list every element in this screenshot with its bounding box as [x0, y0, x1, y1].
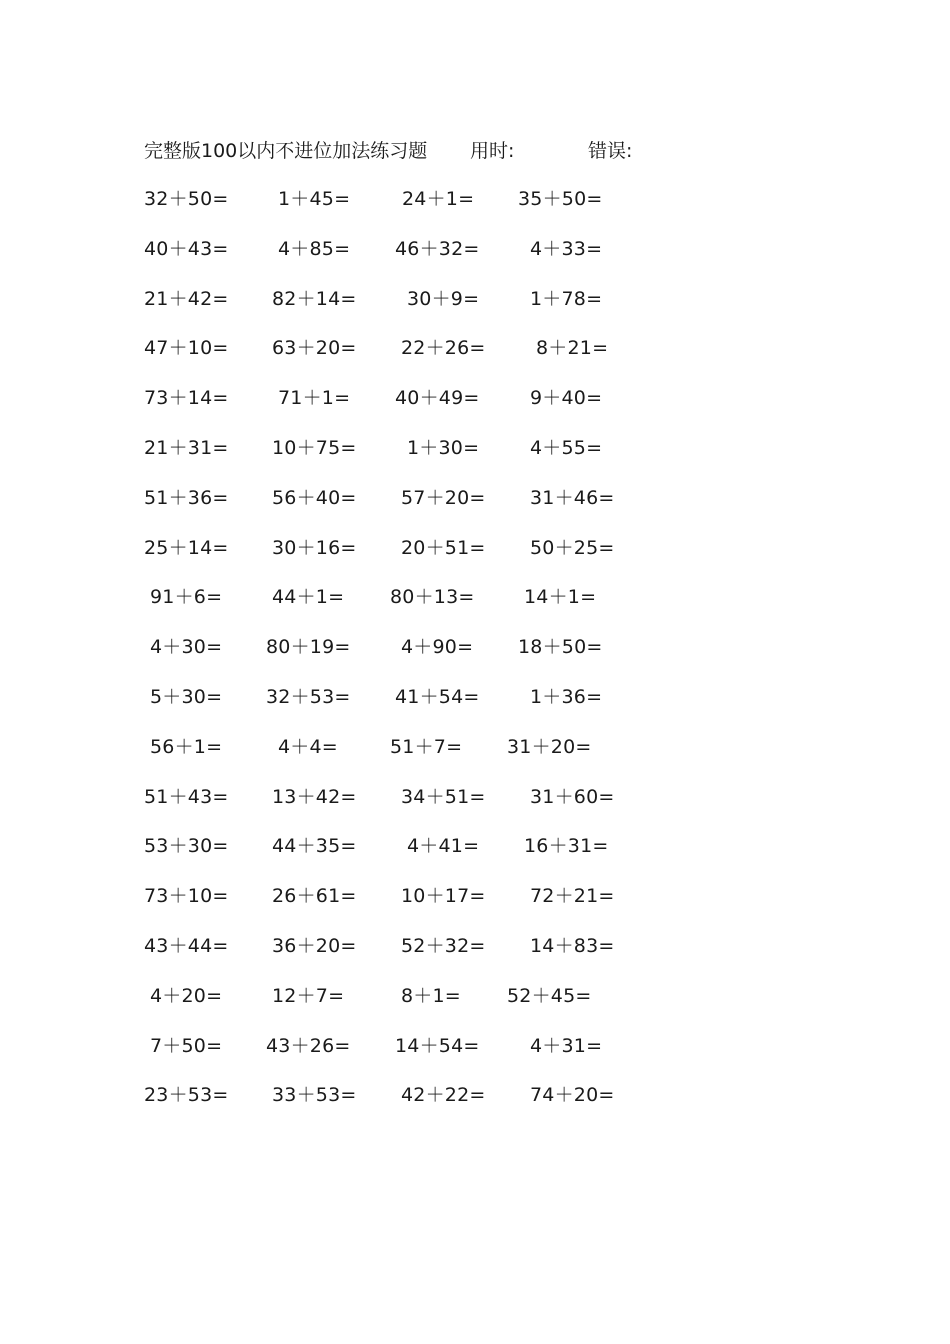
problem-r13-c2: 13＋42=: [272, 786, 357, 808]
problem-r4-c3: 22＋26=: [401, 337, 486, 359]
problem-r9-c4: 14＋1=: [524, 586, 597, 608]
problem-r6-c2: 10＋75=: [272, 437, 357, 459]
problem-r3-c4: 1＋78=: [530, 288, 603, 310]
problem-r11-c1: 5＋30=: [150, 686, 223, 708]
problem-r6-c3: 1＋30=: [407, 437, 480, 459]
problem-r15-c3: 10＋17=: [401, 885, 486, 907]
problem-r5-c3: 40＋49=: [395, 387, 480, 409]
time-label: 用时:: [470, 140, 515, 162]
problem-r10-c1: 4＋30=: [150, 636, 223, 658]
problem-r17-c3: 8＋1=: [401, 985, 461, 1007]
worksheet-title: 完整版100以内不进位加法练习题: [144, 140, 428, 162]
problem-r10-c2: 80＋19=: [266, 636, 351, 658]
problem-r18-c2: 43＋26=: [266, 1035, 351, 1057]
problem-r16-c2: 36＋20=: [272, 935, 357, 957]
problem-r19-c3: 42＋22=: [401, 1084, 486, 1106]
problem-r8-c1: 25＋14=: [144, 537, 229, 559]
problem-r19-c2: 33＋53=: [272, 1084, 357, 1106]
problem-r9-c3: 80＋13=: [390, 586, 475, 608]
problem-r17-c4: 52＋45=: [507, 985, 592, 1007]
problem-r5-c4: 9＋40=: [530, 387, 603, 409]
problem-r5-c2: 71＋1=: [278, 387, 351, 409]
problem-r11-c2: 32＋53=: [266, 686, 351, 708]
problem-r7-c4: 31＋46=: [530, 487, 615, 509]
problem-r18-c3: 14＋54=: [395, 1035, 480, 1057]
problem-r16-c1: 43＋44=: [144, 935, 229, 957]
problem-r4-c4: 8＋21=: [536, 337, 609, 359]
problem-r18-c1: 7＋50=: [150, 1035, 223, 1057]
problem-r7-c2: 56＋40=: [272, 487, 357, 509]
problem-r1-c1: 32＋50=: [144, 188, 229, 210]
problem-r3-c3: 30＋9=: [407, 288, 480, 310]
problem-r7-c1: 51＋36=: [144, 487, 229, 509]
problem-r8-c4: 50＋25=: [530, 537, 615, 559]
problem-r14-c4: 16＋31=: [524, 835, 609, 857]
problem-r13-c1: 51＋43=: [144, 786, 229, 808]
problem-r14-c2: 44＋35=: [272, 835, 357, 857]
problem-r15-c1: 73＋10=: [144, 885, 229, 907]
problem-r2-c4: 4＋33=: [530, 238, 603, 260]
problem-r7-c3: 57＋20=: [401, 487, 486, 509]
problem-r17-c2: 12＋7=: [272, 985, 345, 1007]
problem-r1-c3: 24＋1=: [402, 188, 475, 210]
problem-r15-c4: 72＋21=: [530, 885, 615, 907]
problem-r16-c3: 52＋32=: [401, 935, 486, 957]
problem-r6-c1: 21＋31=: [144, 437, 229, 459]
problem-r14-c3: 4＋41=: [407, 835, 480, 857]
problem-r15-c2: 26＋61=: [272, 885, 357, 907]
problem-r12-c4: 31＋20=: [507, 736, 592, 758]
problem-r11-c3: 41＋54=: [395, 686, 480, 708]
problem-r2-c3: 46＋32=: [395, 238, 480, 260]
problem-r4-c1: 47＋10=: [144, 337, 229, 359]
problem-r1-c4: 35＋50=: [518, 188, 603, 210]
problem-r12-c3: 51＋7=: [390, 736, 463, 758]
problem-r14-c1: 53＋30=: [144, 835, 229, 857]
problem-r3-c2: 82＋14=: [272, 288, 357, 310]
problem-r19-c4: 74＋20=: [530, 1084, 615, 1106]
problem-r5-c1: 73＋14=: [144, 387, 229, 409]
problem-r10-c3: 4＋90=: [401, 636, 474, 658]
errors-label: 错误:: [588, 140, 633, 162]
problem-r9-c1: 91＋6=: [150, 586, 223, 608]
problem-r4-c2: 63＋20=: [272, 337, 357, 359]
problem-r10-c4: 18＋50=: [518, 636, 603, 658]
problem-r6-c4: 4＋55=: [530, 437, 603, 459]
problem-r9-c2: 44＋1=: [272, 586, 345, 608]
problem-r13-c3: 34＋51=: [401, 786, 486, 808]
problem-r2-c1: 40＋43=: [144, 238, 229, 260]
problem-r13-c4: 31＋60=: [530, 786, 615, 808]
problem-r2-c2: 4＋85=: [278, 238, 351, 260]
problem-r8-c3: 20＋51=: [401, 537, 486, 559]
problem-r16-c4: 14＋83=: [530, 935, 615, 957]
problem-r12-c2: 4＋4=: [278, 736, 338, 758]
problem-r8-c2: 30＋16=: [272, 537, 357, 559]
problem-r12-c1: 56＋1=: [150, 736, 223, 758]
problem-r11-c4: 1＋36=: [530, 686, 603, 708]
problem-r1-c2: 1＋45=: [278, 188, 351, 210]
problem-r19-c1: 23＋53=: [144, 1084, 229, 1106]
problem-r3-c1: 21＋42=: [144, 288, 229, 310]
problem-r17-c1: 4＋20=: [150, 985, 223, 1007]
problem-r18-c4: 4＋31=: [530, 1035, 603, 1057]
